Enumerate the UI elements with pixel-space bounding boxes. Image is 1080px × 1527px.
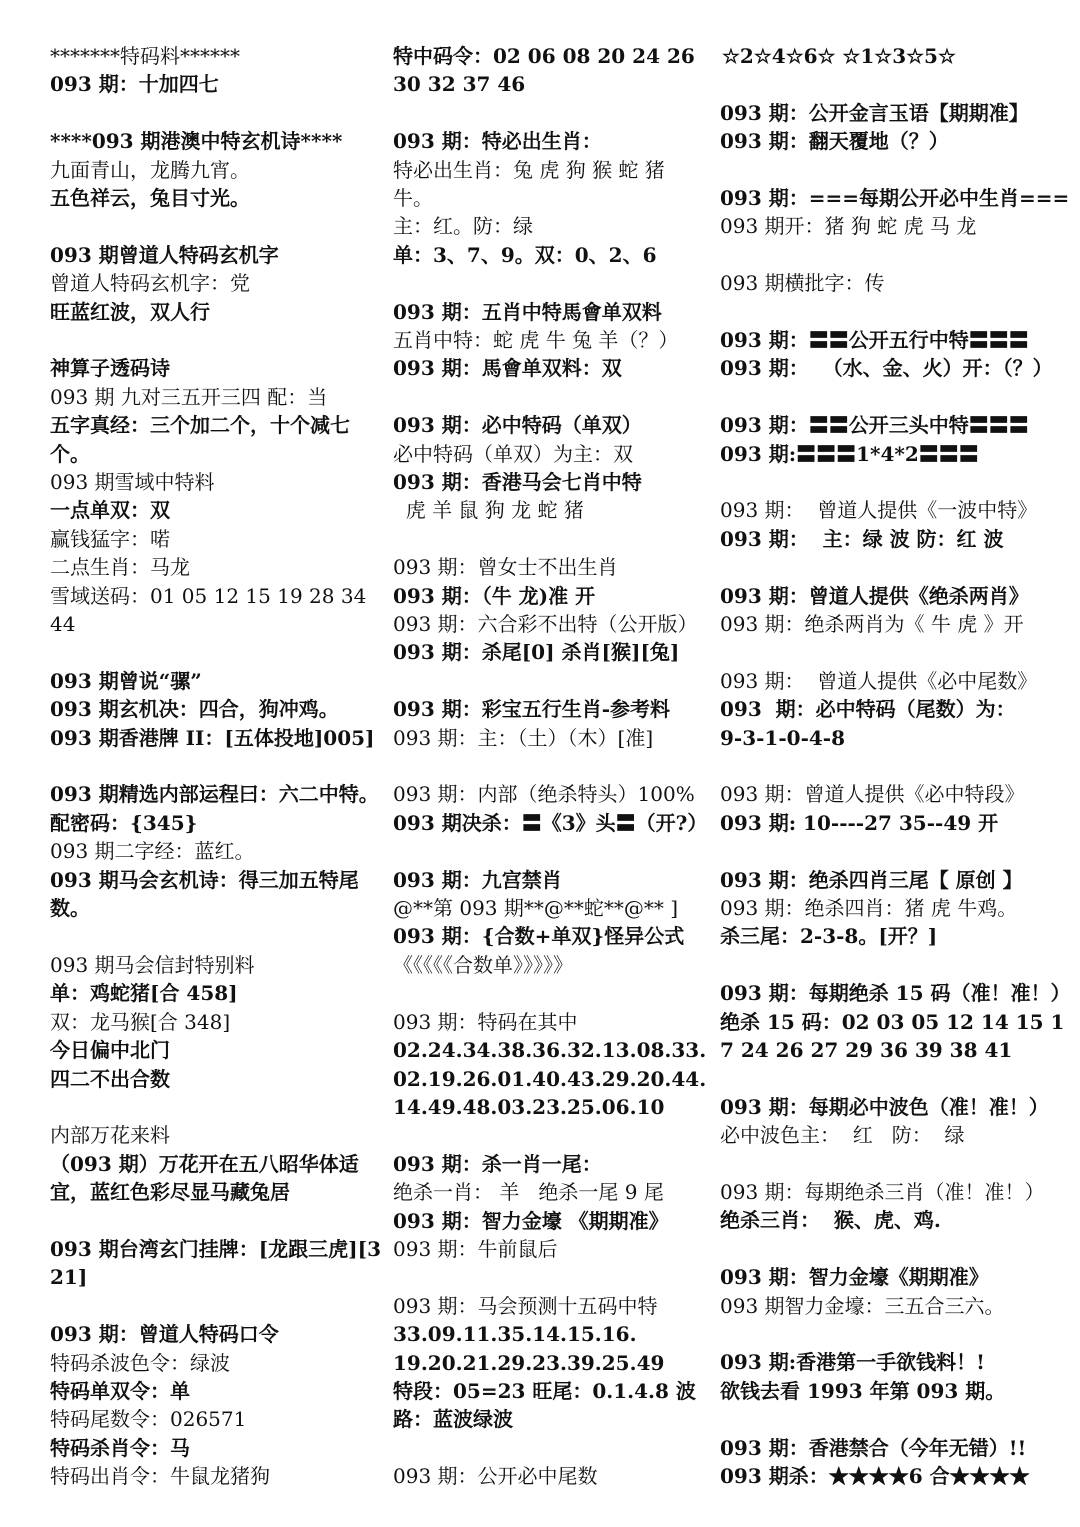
text-line: 093 期开：猪 狗 蛇 虎 马 龙 <box>720 214 977 239</box>
text-line: 虎 羊 鼠 狗 龙 蛇 猪 <box>393 498 584 523</box>
text-line: 093 期马会玄机诗：得三加五特尾数。 <box>50 867 359 921</box>
text-line: 093 期:香港第一手欲钱料！! <box>720 1350 985 1375</box>
text-line: 必中特码（单双）为主：双 <box>393 441 633 466</box>
text-line: 093 期杀：★★★★6 合★★★★ <box>720 1464 1030 1489</box>
text-line: 093 期：香港禁合（今年无错）!! <box>720 1435 1027 1460</box>
spacer <box>393 269 709 297</box>
text-line: 093 期：曾道人提供《必中特段》 <box>720 782 1025 807</box>
spacer <box>720 383 1072 411</box>
text-line: 093 期：〓〓公开三头中特〓〓〓 <box>720 413 1029 438</box>
spacer <box>720 468 1072 496</box>
spacer <box>393 383 709 411</box>
text-line: 093 期：必中特码（单双） <box>393 413 642 438</box>
text-line: @**第 093 期**@**蛇**@** ] <box>393 896 679 921</box>
text-line: 绝杀一肖： 羊 绝杀一尾 9 尾 <box>393 1180 664 1205</box>
text-line: 093 期：每期必中波色（准！准！） <box>720 1094 1049 1119</box>
text-line: 四二不出合数 <box>50 1066 170 1091</box>
spacer <box>720 241 1072 269</box>
text-line: 093 期：智力金壕 《期期准》 <box>393 1208 669 1233</box>
text-line: 093 期马会信封特别料 <box>50 952 255 977</box>
text-line: 093 期：公开金言玉语【期期准】 <box>720 100 1029 125</box>
text-line: 093 期曾说“骡” <box>50 668 202 693</box>
text-line: 九面青山，龙腾九宵。 <box>50 157 250 182</box>
spacer <box>393 525 709 553</box>
column-left <box>50 42 382 1491</box>
text-line: 特码单双令：单 <box>50 1378 190 1403</box>
text-line: 02.24.34.38.36.32.13.08.33.02.19.26.01.40.43.29.20.44.14.49.48.03.23.25.06.10 <box>393 1038 707 1119</box>
spacer <box>50 638 382 666</box>
text-line: 093 期 九对三五开三四 配：当 <box>50 384 328 409</box>
text-line: 五字真经：三个加二个，十个减七个。 <box>50 413 350 466</box>
text-line: 单：鸡蛇猪[合 458] <box>50 981 238 1006</box>
text-line: 093 期： 主：绿 波 防：红 波 <box>720 526 1004 551</box>
text-line: 今日偏中北门 <box>50 1038 170 1063</box>
text-line: 欲钱去看 1993 年第 093 期。 <box>720 1378 1006 1403</box>
spacer <box>393 667 709 695</box>
text-line: 特段：05=23 旺尾：0.1.4.8 波路：蓝波绿波 <box>393 1378 696 1432</box>
text-line: 093 期雪域中特料 <box>50 470 215 495</box>
text-line: 杀三尾：2-3-8。[开？] <box>720 924 938 949</box>
text-line: 093 期：特码在其中 <box>393 1009 578 1034</box>
text-line: 特码出肖令：牛鼠龙猪狗 <box>50 1464 270 1489</box>
text-line: 特中码令：02 06 08 20 24 26 30 32 37 46 <box>393 44 702 97</box>
text-line: 19.20.21.29.23.39.25.49 <box>393 1350 665 1375</box>
text-line: 093 期：每期绝杀 15 码（准！准！） <box>720 981 1071 1006</box>
text-line: 五色祥云，兔目寸光。 <box>50 186 250 211</box>
spacer <box>720 298 1072 326</box>
spacer <box>720 1064 1072 1092</box>
spacer <box>720 752 1072 780</box>
text-line: 单：3、7、9。双：0、2、6 <box>393 242 657 267</box>
text-line: 双：龙马猴[合 348] <box>50 1009 231 1034</box>
spacer <box>720 638 1072 666</box>
spacer <box>720 1405 1072 1433</box>
text-line: 093 期：绝杀两肖为《 牛 虎 》开 <box>720 612 1024 636</box>
spacer <box>50 1093 382 1121</box>
text-line: 神算子透码诗 <box>50 356 170 381</box>
spacer <box>720 156 1072 184</box>
text-line: 093 期二字经：蓝红。 <box>50 839 255 864</box>
spacer <box>50 1207 382 1235</box>
text-line: 093 期：必中特码（尾数）为： <box>720 697 1016 722</box>
spacer <box>720 553 1072 581</box>
spacer <box>720 951 1072 979</box>
text-line: 二点生肖：马龙 <box>50 555 190 580</box>
text-line: 093 期：{合数+单双}怪异公式 <box>393 924 685 949</box>
text-line: 093 期：绝杀四肖：猪 虎 牛鸡。 <box>720 896 1018 921</box>
spacer <box>720 70 1072 98</box>
text-line: 特码杀波色令：绿波 <box>50 1350 230 1375</box>
text-line: 093 期：绝杀四肖三尾【 原创 】 <box>720 867 1023 892</box>
text-line: 093 期玄机决：四合，狗冲鸡。 <box>50 697 339 722</box>
text-line: 093 期曾道人特码玄机字 <box>50 242 279 267</box>
text-line: 093 期：公开必中尾数 <box>393 1464 598 1489</box>
text-line: 093 期：十加四七 <box>50 72 219 97</box>
spacer <box>50 752 382 780</box>
text-line: 093 期：杀一肖一尾： <box>393 1151 602 1176</box>
spacer <box>393 99 709 127</box>
spacer <box>393 1263 709 1291</box>
text-line: 093 期：馬會单双料：双 <box>393 356 622 381</box>
text-line: 特码杀肖令：马 <box>50 1435 190 1460</box>
text-line: 093 期：翻天覆地（？） <box>720 129 949 154</box>
spacer <box>50 99 382 127</box>
spacer <box>720 1235 1072 1263</box>
text-line: 093 期香港牌 II：[五体投地]005] <box>50 725 375 750</box>
column-right <box>720 42 1072 1490</box>
text-line: 093 期：智力金壕《期期准》 <box>720 1265 989 1290</box>
spacer <box>50 923 382 951</box>
text-line: 绝杀 15 码：02 03 05 12 14 15 17 24 26 27 29 36 39 38 41 <box>720 1009 1065 1063</box>
spacer <box>393 1121 709 1149</box>
text-line: 093 期：内部（绝杀特头）100% <box>393 782 695 807</box>
text-line: 配密码：{345} <box>50 810 198 835</box>
spacer <box>50 212 382 240</box>
text-line: 093 期：〓〓公开五行中特〓〓〓 <box>720 327 1029 352</box>
text-line: 093 期：特必出生肖： <box>393 129 602 154</box>
text-line: （093 期）万花开在五八昭华体适宜，蓝红色彩尽显马藏兔居 <box>50 1151 359 1205</box>
spacer <box>720 42 1072 70</box>
spacer <box>393 752 709 780</box>
spacer <box>720 1150 1072 1178</box>
spacer <box>50 326 382 354</box>
text-line: 093 期智力金壕：三五合三六。 <box>720 1293 1005 1318</box>
star-header: ☆2☆4☆6☆ ☆1☆3☆5☆ <box>722 44 956 68</box>
spacer <box>393 1434 709 1462</box>
text-line: 093 期：曾道人提供《绝杀两肖》 <box>720 583 1029 608</box>
text-line: 主：红。防：绿 <box>393 214 533 239</box>
text-line: 特码尾数令：026571 <box>50 1407 247 1432</box>
text-line: *******特码料****** <box>50 44 240 68</box>
spacer <box>393 979 709 1007</box>
text-line: 093 期： 曾道人提供《必中尾数》 <box>720 668 1038 693</box>
text-line: 093 期：马会预测十五码中特 <box>393 1293 658 1318</box>
text-line: 093 期：牛前鼠后 <box>393 1236 558 1261</box>
text-line: 093 期：曾道人特码口令 <box>50 1322 279 1347</box>
text-line: 旺蓝红波，双人行 <box>50 299 210 324</box>
text-line: 093 期:〓〓〓1*4*2〓〓〓 <box>720 441 979 466</box>
text-line: 093 期： 曾道人提供《一波中特》 <box>720 498 1038 523</box>
text-line: 093 期：五肖中特馬會单双料 <box>393 299 662 324</box>
text-line: 093 期：香港马会七肖中特 <box>393 470 642 495</box>
text-line: 093 期：主：（土）（木）[准] <box>393 725 654 750</box>
text-line: ****093 期港澳中特玄机诗**** <box>50 129 343 154</box>
text-line: 9-3-1-0-4-8 <box>720 725 845 750</box>
text-line: 093 期：每期绝杀三肖（准！准！） <box>720 1180 1045 1205</box>
text-line: 093 期：===每期公开必中生肖=== <box>720 185 1070 210</box>
spacer <box>50 1292 382 1320</box>
text-line: 093 期：九宫禁肖 <box>393 867 562 892</box>
text-line: 必中波色主： 红 防： 绿 <box>720 1123 965 1148</box>
text-line: 093 期台湾玄门挂牌：[龙跟三虎][321] <box>50 1236 382 1290</box>
text-line: 内部万花来料 <box>50 1123 170 1148</box>
text-line: 曾道人特码玄机字：党 <box>50 271 250 296</box>
text-line: 093 期：六合彩不出特（公开版） <box>393 612 698 637</box>
text-line: 赢钱猛字：喏 <box>50 526 170 551</box>
text-line: 五肖中特：蛇 虎 牛 兔 羊（？） <box>393 328 679 353</box>
text-line: 093 期精选内部运程曰：六二中特。 <box>50 782 379 807</box>
text-line: 093 期决杀：〓《3》头〓（开?） <box>393 810 708 835</box>
text-line: 093 期: 10----27 35--49 开 <box>720 810 999 835</box>
text-line: 一点单双：双 <box>50 498 170 523</box>
text-line: 绝杀三肖： 猴、虎、鸡. <box>720 1208 941 1233</box>
text-line: 093 期：彩宝五行生肖-参考料 <box>393 697 671 722</box>
text-line: 雪域送码：01 05 12 15 19 28 34 44 <box>50 583 373 637</box>
column-middle <box>393 42 709 1491</box>
text-line: 特必出生肖：兔 虎 狗 猴 蛇 猪 牛。 <box>393 157 672 211</box>
spacer <box>720 1320 1072 1348</box>
text-line: 093 期：曾女士不出生肖 <box>393 555 618 580</box>
spacer <box>720 837 1072 865</box>
text-line: 33.09.11.35.14.15.16. <box>393 1322 637 1347</box>
text-line: 《《《《《合数单》》》》》 <box>393 952 573 977</box>
spacer <box>393 837 709 865</box>
text-line: 093 期： （水、金、火）开：（？） <box>720 356 1053 381</box>
text-line: 093 期横批字：传 <box>720 271 885 296</box>
text-line: 093 期：杀尾[0] 杀肖[猴][兔] <box>393 640 680 665</box>
text-line: 093 期：（牛 龙)准 开 <box>393 583 596 608</box>
